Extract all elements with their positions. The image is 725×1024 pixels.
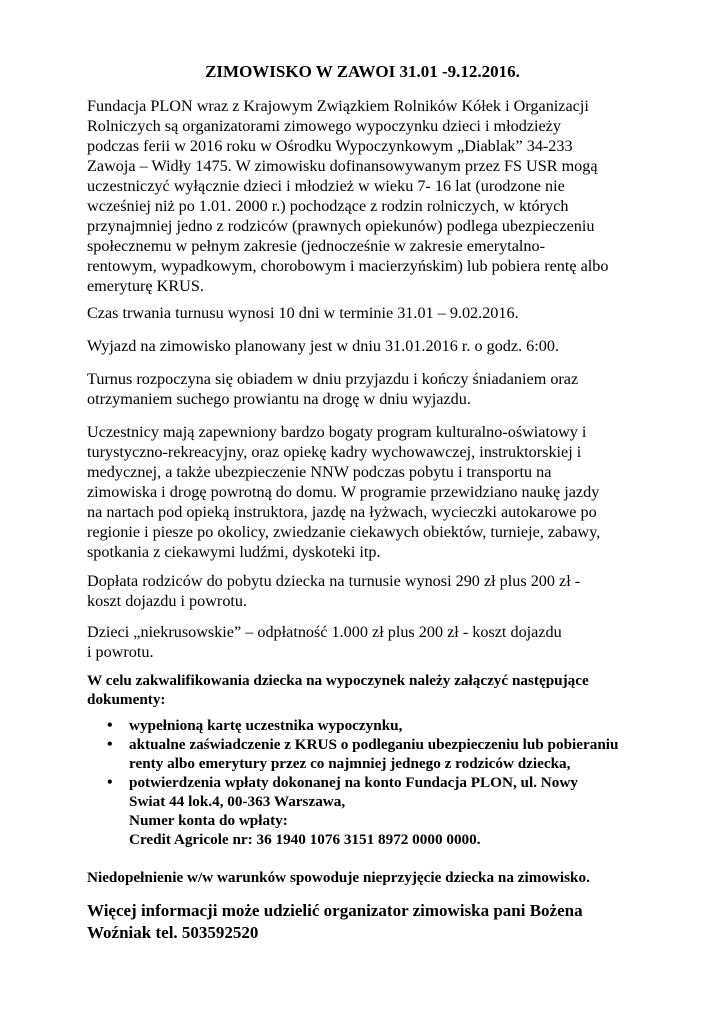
nonkrus-paragraph: Dzieci „niekrusowskie” – odpłatność 1.000 zł plus 200 zł - koszt dojazdu i powrotu. bbox=[87, 623, 562, 661]
list-item: • aktualne zaświadczenie z KRUS o podleganiu ubezpieczeniu lub pobieraniu renty albo emerytury przez co najmniej jednego z rodziców dziecka, bbox=[87, 735, 647, 773]
documents-list bbox=[87, 716, 647, 849]
payment-paragraph: Dopłata rodziców do pobytu dziecka na turnusie wynosi 290 zł plus 200 zł - koszt dojazdu i powrotu. bbox=[87, 572, 581, 610]
intro-paragraph: Fundacja PLON wraz z Krajowym Związkiem Rolników Kółek i Organizacji Rolniczych są organizatorami zimowego wypoczynku dzieci i młodzieży podczas ferii w 2016 roku w Ośrodku Wypoczynkowym „Diablak” 34-233 Zawoja – Widły 1475. W zimowisku dofinansowywanym przez FS USR mogą uczestniczyć wyłącznie dzieci i młodzież w wieku 7- 16 lat (urodzone nie wcześniej niż po 1.01. 2000 r.) pochodzące z rodzin rolniczych, w których przynajmniej jedno z rodziców (prawnych opiekunów) podlega ubezpieczeniu społecznemu w pełnym zakresie (jednocześnie w zakresie emerytalno- rentowym, wypadkowym, chorobowym i macierzyńskim) lub pobiera rentę albo emeryturę KRUS. bbox=[87, 97, 609, 295]
document-title: ZIMOWISKO W ZAWOI 31.01 -9.12.2016. bbox=[205, 62, 520, 81]
contact-paragraph: Więcej informacji może udzielić organizator zimowiska pani Bożena Woźniak tel. 503592520 bbox=[87, 901, 583, 942]
program-paragraph: Uczestnicy mają zapewniony bardzo bogaty program kulturalno-oświatowy i turystyczno-rekreacyjny, oraz opiekę kadry wychowawczej, instruktorskiej i medycznej, a także ubezpieczenie NNW podczas pobytu i transportu na zimowiska i drogę powrotną do domu. W programie przewidziano naukę jazdy na nartach pod opieką instruktora, jazdę na łyżwach, wycieczki autokarowe po regionie i piesze po okolicy, zwiedzanie ciekawych obiektów, turnieje, zabawy, spotkania z ciekawymi ludźmi, dyskoteki itp. bbox=[87, 423, 601, 561]
list-item: • wypełnioną kartę uczestnika wypoczynku, bbox=[87, 716, 647, 735]
departure-paragraph: Wyjazd na zimowisko planowany jest w dniu 31.01.2016 r. o godz. 6:00. bbox=[87, 337, 559, 355]
turnus-paragraph: Turnus rozpoczyna się obiadem w dniu przyjazdu i kończy śniadaniem oraz otrzymaniem suchego prowiantu na drogę w dniu wyjazdu. bbox=[87, 370, 579, 408]
documents-intro: W celu zakwalifikowania dziecka na wypoczynek należy załączyć następujące dokumenty: bbox=[87, 672, 589, 708]
warning-paragraph: Niedopełnienie w/w warunków spowoduje nieprzyjęcie dziecka na zimowisko. bbox=[87, 869, 590, 886]
list-item: • potwierdzenia wpłaty dokonanej na konto Fundacja PLON, ul. Nowy Swiat 44 lok.4, 00-363 Warszawa, Numer konta do wpłaty: Credit Agricole nr: 36 1940 1076 3151 8972 0000 0000. bbox=[87, 773, 647, 849]
duration-paragraph: Czas trwania turnusu wynosi 10 dni w terminie 31.01 – 9.02.2016. bbox=[87, 304, 519, 322]
